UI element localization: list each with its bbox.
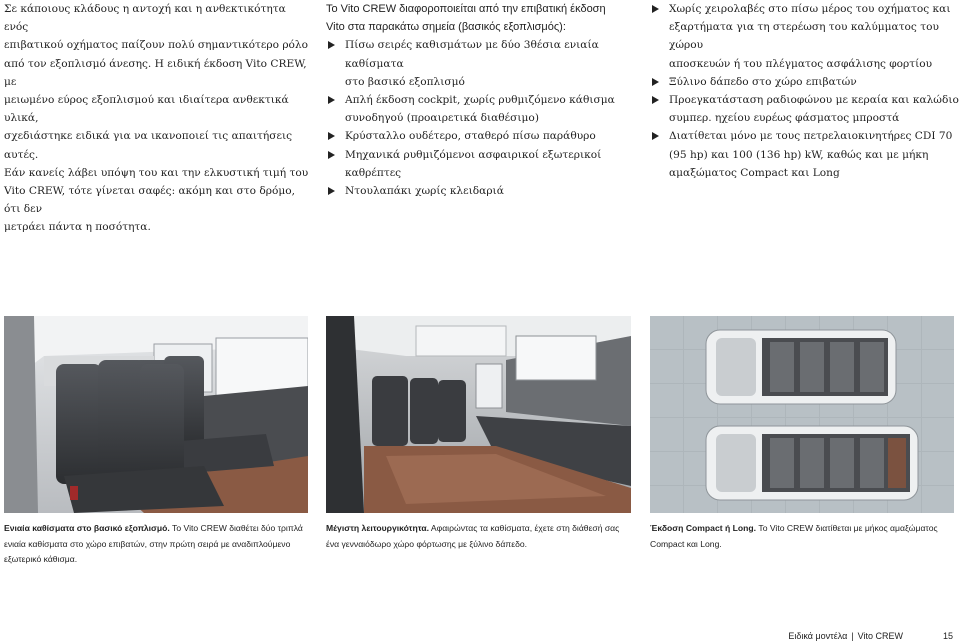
caption-bold: Έκδοση Compact ή Long.	[650, 523, 756, 533]
caption-text: ένα γενναιόδωρο χώρο φόρτωσης με ξύλινο δάπεδο.	[326, 538, 528, 549]
feature-line: αμαξώματος Compact και Long	[669, 166, 840, 179]
features-list-middle	[326, 36, 636, 200]
features-column-right	[650, 0, 959, 182]
feature-item	[326, 146, 636, 182]
caption-text: Αφαιρώντας τα καθίσματα, έχετε στη διάθεσή σας	[429, 523, 620, 533]
bullet-triangle-icon	[328, 151, 335, 159]
feature-line: Πίσω σειρές καθισμάτων με δύο 3θέσια ενιαία καθίσματα	[345, 39, 599, 70]
feature-line: αποσκευών ή του πλέγματος ασφάλισης φορτίου	[669, 57, 933, 70]
feature-line: Χωρίς χειρολαβές στο πίσω μέρος του οχήματος και	[669, 3, 951, 15]
page-footer	[788, 631, 953, 642]
intro-line: Εάν κανείς λάβει υπόψη του και την ελκυστική τιμή του	[4, 166, 309, 179]
caption-cargo	[326, 521, 631, 552]
photo-seats-interior	[4, 316, 308, 513]
feature-line: στο βασικό εξοπλισμό	[345, 75, 465, 88]
footer-separator: |	[851, 631, 854, 641]
feature-item	[326, 182, 636, 200]
bullet-triangle-icon	[328, 187, 335, 195]
footer-section: Ειδικά μοντέλα	[788, 631, 848, 641]
intro-line: μειωμένο εύρος εξοπλισμού και ιδιαίτερα ανθεκτικά υλικά,	[4, 94, 289, 125]
footer-model: Vito CREW	[857, 631, 903, 641]
caption-bold: Μέγιστη λειτουργικότητα.	[326, 523, 429, 533]
caption-bold: Ενιαία καθίσματα στο βασικό εξοπλισμό.	[4, 523, 170, 533]
features-list-right	[650, 0, 959, 182]
feature-line: Μηχανικά ρυθμιζόμενοι ασφαιρικοί εξωτερικοί καθρέπτες	[345, 148, 602, 179]
feature-item	[650, 0, 959, 73]
feature-item	[650, 91, 959, 127]
bullet-triangle-icon	[328, 96, 335, 104]
feature-line: (95 hp) και 100 (136 hp) kW, καθώς και με μήκη	[669, 148, 929, 161]
intro-line: σχεδιάστηκε ειδικά για να ικανοποιεί τις απαιτήσεις αυτές.	[4, 130, 293, 161]
feature-item	[650, 73, 959, 91]
intro-line: μετράει πάντα η ποσότητα.	[4, 221, 151, 234]
photo-cargo-space	[326, 316, 631, 513]
feature-item	[326, 36, 636, 91]
feature-item	[326, 91, 636, 127]
feature-item	[650, 127, 959, 182]
bullet-triangle-icon	[652, 96, 659, 104]
intro-line: από τον εξοπλισμό άνεσης. Η ειδική έκδοση Vito CREW, με	[4, 57, 307, 88]
caption-text: Compact και Long.	[650, 538, 722, 549]
feature-line: Προεγκατάσταση ραδιοφώνου με κεραία και καλώδιο	[669, 94, 959, 107]
feature-line: Κρύσταλλο ουδέτερο, σταθερό πίσω παράθυρο	[345, 130, 596, 143]
bullet-triangle-icon	[652, 5, 659, 13]
intro-paragraph	[4, 0, 309, 237]
feature-line: εξαρτήματα για τη στερέωση του καλύμματος του χώρου	[669, 21, 939, 52]
caption-text: ενιαία καθίσματα στο χώρο επιβατών, στην πρώτη σειρά με αναδιπλούμενο	[4, 538, 291, 549]
caption-seats	[4, 521, 304, 568]
caption-text: Το Vito CREW διαθέτει δύο τριπλά	[169, 523, 303, 533]
photo-compact-long-topview	[650, 316, 954, 513]
feature-line: Ξύλινο δάπεδο στο χώρο επιβατών	[669, 75, 857, 88]
features-heading-line: Vito στα παρακάτω σημεία (βασικός εξοπλισμός):	[326, 21, 566, 34]
feature-line: Ντουλαπάκι χωρίς κλειδαριά	[345, 185, 504, 198]
feature-line: Απλή έκδοση cockpit, χωρίς ρυθμιζόμενο κάθισμα	[345, 94, 615, 107]
feature-item	[326, 127, 636, 145]
caption-lengths	[650, 521, 950, 552]
feature-line: συνοδηγού (προαιρετικά διαθέσιμο)	[345, 112, 539, 125]
bullet-triangle-icon	[328, 41, 335, 49]
bullet-triangle-icon	[652, 132, 659, 140]
features-heading-line: Το Vito CREW διαφοροποιείται από την επιβατική έκδοση	[326, 3, 606, 15]
intro-line: Vito CREW, τότε γίνεται σαφές: ακόμη και στο δρόμο, ότι δεν	[4, 185, 296, 216]
intro-column	[4, 0, 309, 237]
page-number: 15	[942, 631, 953, 641]
intro-line: Σε κάποιους κλάδους η αντοχή και η ανθεκτικότητα ενός	[4, 3, 286, 34]
features-column-middle	[326, 0, 636, 200]
caption-text: Το Vito CREW διατίθεται με μήκος αμαξώματος	[756, 523, 938, 533]
bullet-triangle-icon	[328, 132, 335, 140]
caption-text: εξωτερικό κάθισμα.	[4, 554, 78, 564]
bullet-triangle-icon	[652, 78, 659, 86]
feature-line: συμπερ. ηχείου ευρέως φάσματος μπροστά	[669, 112, 900, 125]
features-heading	[326, 0, 636, 36]
feature-line: Διατίθεται μόνο με τους πετρελαιοκινητήρες CDI 70	[669, 130, 953, 143]
intro-line: επιβατικού οχήματος παίζουν πολύ σημαντικότερο ρόλο	[4, 39, 309, 52]
